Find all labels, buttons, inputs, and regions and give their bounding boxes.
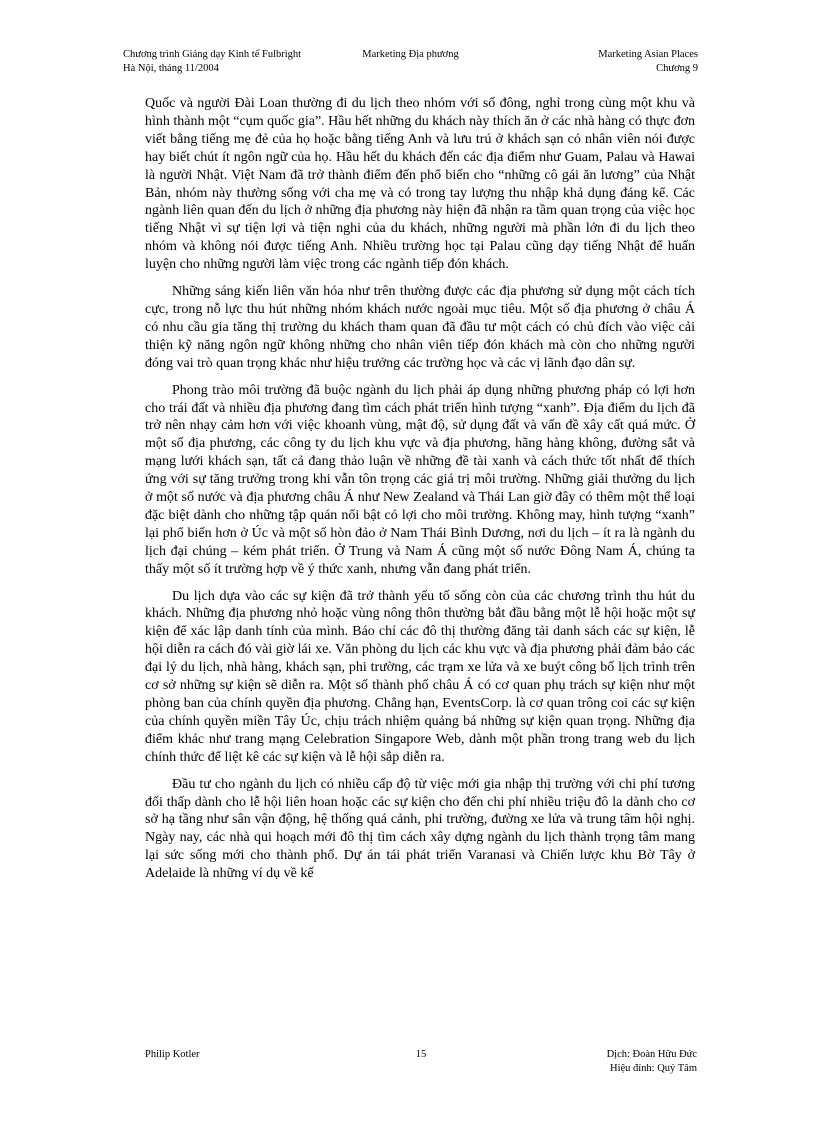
page-footer — [145, 1048, 697, 1082]
header-course-title: Marketing Địa phương — [362, 49, 459, 60]
paragraph-2: Những sáng kiến liên văn hóa như trên thường được các địa phương sử dụng một cách tích cực, trong nỗ lực thu hút những nhóm khách nước ngoài mục tiêu. Một số địa phương ở châu Á có nhu cầu gia tăng thị trường du khách tham quan đã đầu tư một cách có chủ đích vào việc cải thiện kỹ năng ngôn ngữ không những cho nhân viên tiếp đón khách mà còn cho những người đóng vai trò quan trọng khác như hiệu trưởng các trường học và các vị lãnh đạo dân sự. — [145, 284, 695, 371]
header-chapter: Chương 9 — [656, 63, 698, 74]
footer-author: Philip Kotler — [145, 1049, 200, 1060]
footer-right — [607, 1048, 697, 1076]
paragraph-3: Phong trào môi trường đã buộc ngành du lịch phải áp dụng những phương pháp có lợi hơn cho trái đất và nhiều địa phương đang tìm cách phát triển hình tượng “xanh”. Địa điểm du lịch đã trở nên nhạy cảm hơn với việc khoanh vùng, mật độ, sử dụng đất và vấn đề xây cất quá mức. Ở một số địa phương, các công ty du lịch khu vực và địa phương, hãng hàng không, đường sắt và mạng lưới khách sạn, tất cả đang thảo luận về những đề tài xanh và cách thức tốt nhất để thích ứng với sự tăng trưởng trong khi vẫn tôn trọng các giá trị môi trường. Những giải thưởng du lịch ở một số nước và địa phương châu Á như New Zealand và Thái Lan giờ đây có thêm một thể loại đặc biệt dành cho những tập quán nổi bật có lợi cho môi trường. Không may, hình tượng “xanh” lại phổ biến hơn ở Úc và một số hòn đảo ở Nam Thái Bình Dương, nơi du lịch – ít ra là ngành du lịch đại chúng – kém phát triển. Ở Trung và Nam Á cũng một số nước Đông Nam Á, chúng ta thấy một số ít trường hợp về ý thức xanh, nhưng vẫn đang phát triển. — [145, 382, 695, 577]
paragraph-4: Du lịch dựa vào các sự kiện đã trở thành yếu tố sống còn của các chương trình thu hút du khách. Những địa phương nhỏ hoặc vùng nông thôn thường bắt đầu bằng một lễ hội hoặc một sự kiện để xác lập danh tính của mình. Báo chí các đô thị thường đăng tải danh sách các sự kiện, lễ hội diễn ra cách đó vài giờ lái xe. Văn phòng du lịch các khu vực và địa phương phải đảm bảo các đại lý du lịch, nhà hàng, khách sạn, phi trường, các trạm xe lửa và xe buýt công bố lịch trình trên cơ sở những sự kiện sẽ diễn ra. Một số thành phố châu Á có cơ quan phụ trách sự kiện như một phòng ban của chính quyền địa phương. Chẳng hạn, EventsCorp. là cơ quan trông coi các sự kiện của chính quyền miền Tây Úc, chịu trách nhiệm quảng bá những sự kiện quan trọng. Những địa điểm khác như trang mạng Celebration Singapore Web, dành một phần trong trang web du lịch chính thức để liệt kê các sự kiện và lễ hội sắp diễn ra. — [145, 588, 695, 765]
header-right — [598, 48, 698, 76]
page-number: 15 — [415, 1049, 427, 1060]
header-program-name: Chương trình Giảng dạy Kinh tế Fulbright — [123, 49, 302, 60]
paragraph-1: Quốc và người Đài Loan thường đi du lịch theo nhóm với số đông, nghỉ trong cùng một khu và hình thành một “cụm quốc gia”. Hầu hết những du khách này thích ăn ở các nhà hàng có thực đơn viết bằng tiếng mẹ đẻ của họ hoặc bằng tiếng Anh và lưu trú ở khách sạn có nhân viên nói được hay biết chút ít ngôn ngữ của họ. Hầu hết du khách đến các địa điểm như Guam, Palau và Hawai là người Nhật. Việt Nam đã trở thành điểm đến phổ biến cho “những cô gái ăn lương” của Nhật Bản, nhóm này thường sống với cha mẹ và có trong tay lượng thu nhập khả dụng đáng kể. Các ngành liên quan đến du lịch ở những địa phương này hiện đã nhận ra tầm quan trọng của việc học tiếng Nhật vì sự tiện lợi và tiện nghi của du khách, những người mà phần lớn đi du lịch theo nhóm và không nói được tiếng Anh. Nhiều trường học tại Palau cũng dạy tiếng Nhật để huấn luyện cho những người làm việc trong các ngành tiếp đón khách. — [145, 96, 695, 273]
header-location-date: Hà Nội, tháng 11/2004 — [123, 63, 219, 74]
footer-translator: Dịch: Đoàn Hữu Đức — [606, 1049, 697, 1060]
footer-editor: Hiệu đính: Quý Tâm — [609, 1063, 697, 1074]
document-body — [145, 95, 695, 892]
paragraph-5: Đầu tư cho ngành du lịch có nhiều cấp độ từ việc mới gia nhập thị trường với chi phí tương đối thấp dành cho lễ hội liên hoan hoặc các sự kiện cho đến chi phí nhiều triệu đô la dành cho cơ sở hạ tầng như sân vận động, hệ thống quá cảnh, phi trường, đường xe lửa và trung tâm hội nghị. Ngày nay, các nhà qui hoạch mới đô thị tìm cách xây dựng ngành du lịch thành trọng tâm mang lại sức sống mới cho thành phố. Dự án tái phát triển Varanasi và Chiến lược khu Bờ Tây ở Adelaide là những ví dụ về kế — [145, 776, 695, 882]
page-header — [123, 48, 698, 82]
header-book-title: Marketing Asian Places — [598, 49, 698, 60]
